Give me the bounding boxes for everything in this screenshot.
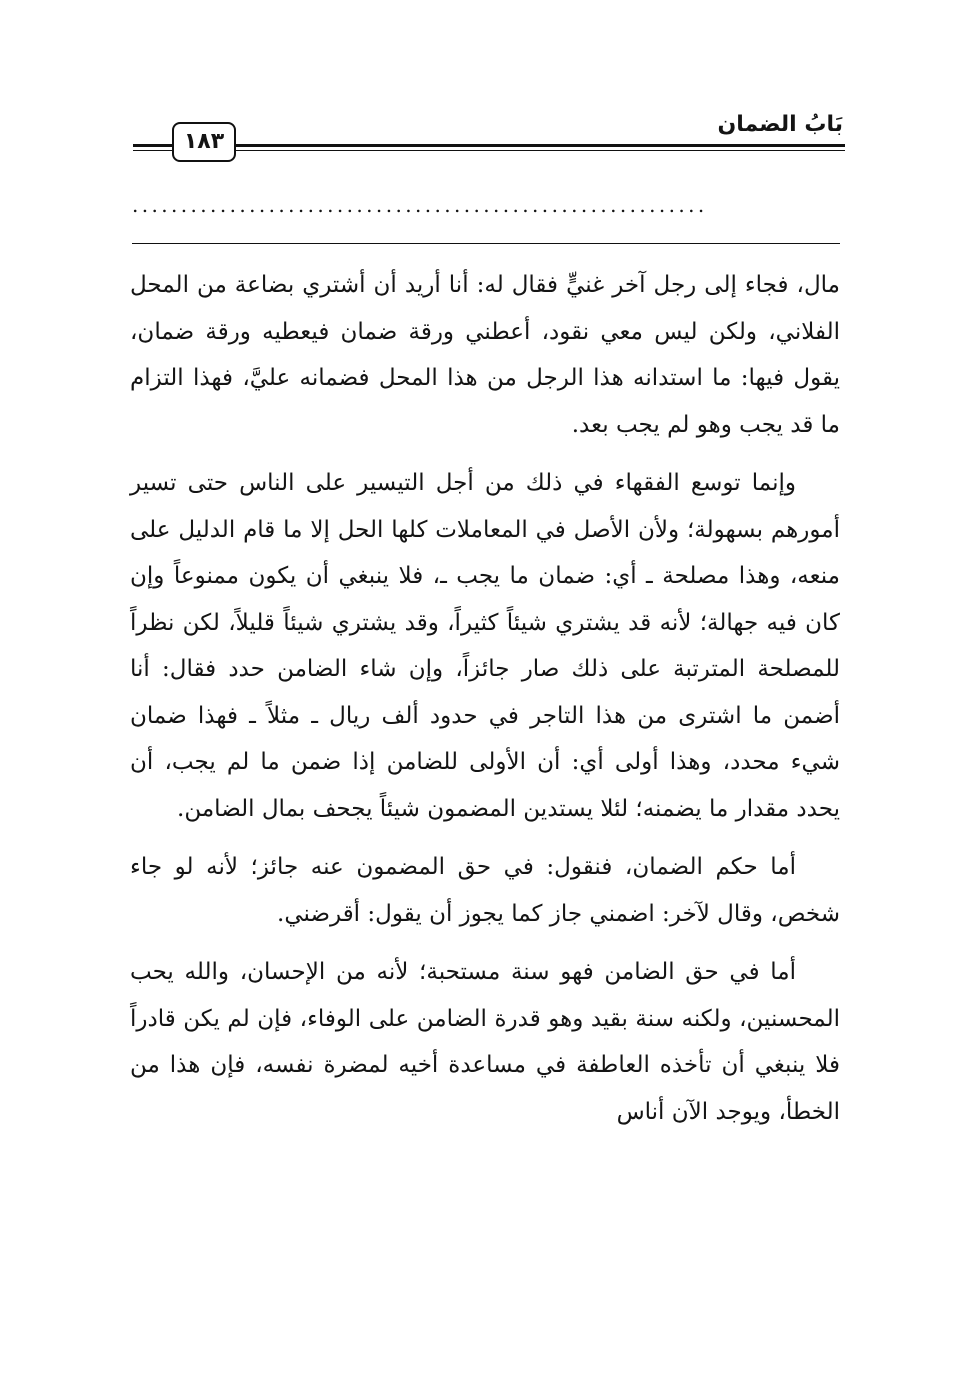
paragraph: أما في حق الضامن فهو سنة مستحبة؛ لأنه من الإحسان، والله يحب المحسنين، ولكنه سنة بقيد وهو قدرة الضامن على الوفاء، فإن لم يكن قادراً فلا ينبغي أن تأخذه العاطفة في مساعدة أخيه لمضرة نفسه، فإن هذا من الخطأ، ويوجد الآن أناس bbox=[130, 959, 840, 1125]
body-text bbox=[130, 262, 840, 1147]
separator-rule bbox=[132, 243, 840, 244]
page-number: ١٨٣ bbox=[172, 122, 236, 162]
paragraph: مال، فجاء إلى رجل آخر غنيٍّ فقال له: أنا أريد أن أشتري بضاعة من المحل الفلاني، ولكن ليس معي نقود، أعطني ورقة ضمان فيعطيه ورقة ضمان، يقول فيها: ما استدانه هذا الرجل من هذا المحل فضمانه عليَّ، فهذا التزام ما قد يجب وهو لم يجب بعد. bbox=[130, 272, 840, 438]
header-rule-left-thin bbox=[133, 150, 173, 151]
header-rule-left-thick bbox=[133, 144, 173, 147]
paragraph: وإنما توسع الفقهاء في ذلك من أجل التيسير على الناس حتى تسير أمورهم بسهولة؛ ولأن الأصل في المعاملات كلها الحل إلا ما قام الدليل على منعه، وهذا مصلحة ـ أي: ضمان ما يجب ـ، فلا ينبغي أن يكون ممنوعاً وإن كان فيه جهالة؛ لأنه قد يشتري شيئاً كثيراً، وقد يشتري شيئاً قليلاً، لكن نظراً للمصلحة المترتبة على ذلك صار جائزاً، وإن شاء الضامن حدد فقال: أنا أضمن ما اشترى من هذا التاجر في حدود ألف ريال ـ مثلاً ـ فهذا ضمان شيء محدد، وهذا أولى أي: أن الأولى للضامن إذا ضمن ما لم يجب، أن يحدد مقدار ما يضمنه؛ لئلا يستدين المضمون شيئاً يجحف بمال الضامن. bbox=[130, 470, 840, 822]
chapter-title: بَابُ الضمان bbox=[717, 112, 843, 137]
header-rule-thick bbox=[235, 144, 845, 147]
paragraph: أما حكم الضمان، فنقول: في حق المضمون عنه جائز؛ لأنه لو جاء شخص، وقال لآخر: اضمني جاز كما يجوز أن يقول: أقرضني. bbox=[130, 854, 840, 927]
header-rule-thin bbox=[235, 150, 845, 151]
dotted-separator: ........................................................... bbox=[132, 195, 708, 215]
